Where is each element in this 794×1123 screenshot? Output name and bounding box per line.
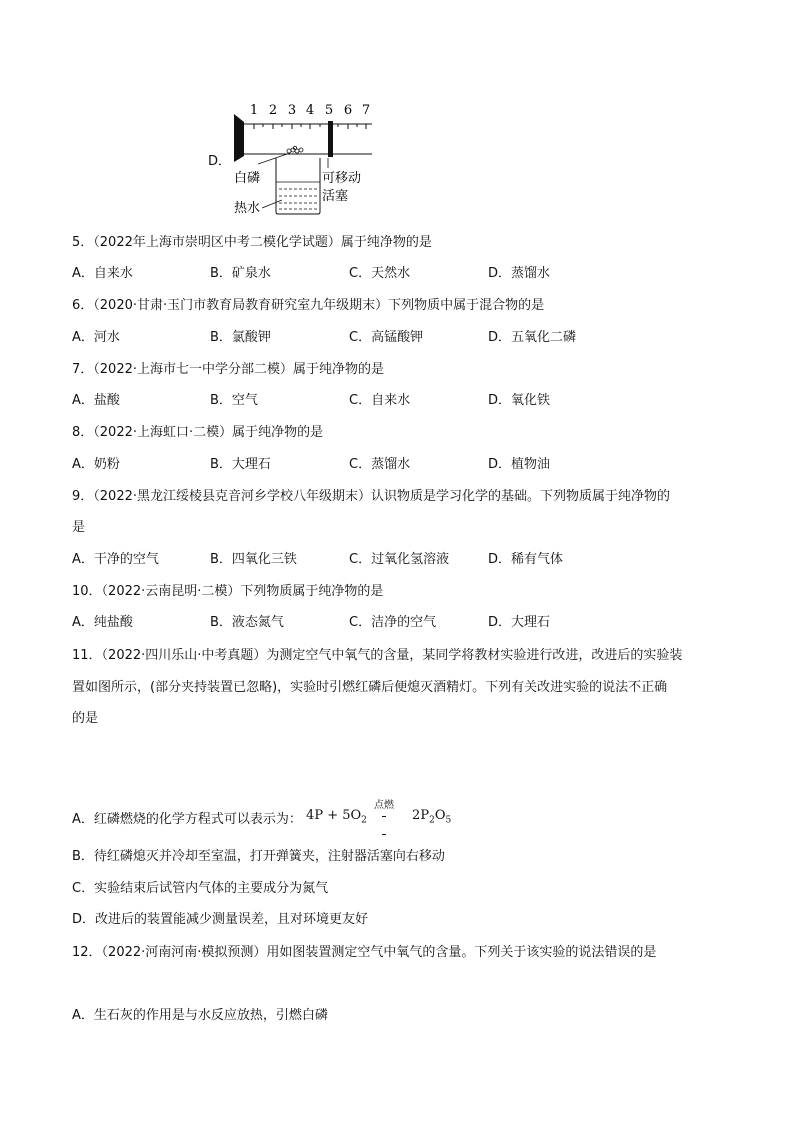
ruler-mark: 5 bbox=[324, 103, 334, 118]
option-b[interactable]: B．液态氮气 bbox=[210, 615, 284, 630]
chemical-equation bbox=[306, 800, 476, 828]
question-9-options bbox=[72, 548, 732, 568]
eq-sub: 5 bbox=[445, 815, 452, 826]
question-7-options bbox=[72, 389, 732, 409]
question-9-stem-cont: 是 bbox=[72, 520, 86, 535]
question-11-option-d[interactable]: D．改进后的装置能减少测量误差，且对环境更友好 bbox=[72, 912, 369, 927]
question-7-stem: 7．（2022·上海市七一中学分部二模）属于纯净物的是 bbox=[72, 362, 384, 377]
label-movable-piston-1: 可移动 bbox=[322, 171, 362, 186]
question-12-option-a[interactable]: A．生石灰的作用是与水反应放热，引燃白磷 bbox=[72, 1008, 328, 1023]
label-white-phosphorus: 白磷 bbox=[234, 171, 261, 186]
option-d[interactable]: D．蒸馏水 bbox=[488, 266, 551, 281]
question-9-stem: 9．（2022·黑龙江绥棱县克音河乡学校八年级期末）认识物质是学习化学的基础。下列物质属于纯净物的 bbox=[72, 489, 670, 504]
question-11-stem: 11．（2022·四川乐山·中考真题）为测定空气中氧气的含量，某同学将教材实验进行改进，改进后的实验装 bbox=[72, 648, 683, 663]
option-b[interactable]: B．四氧化三铁 bbox=[210, 552, 297, 567]
label-movable-piston-2: 活塞 bbox=[322, 189, 349, 204]
option-a-text: A．红磷燃烧的化学方程式可以表示为： bbox=[72, 812, 302, 827]
option-a[interactable]: A．自来水 bbox=[72, 266, 133, 281]
option-c[interactable]: C．自来水 bbox=[349, 393, 411, 408]
ruler-mark: 3 bbox=[287, 103, 297, 118]
eq-product-o: O bbox=[434, 808, 446, 823]
ruler-mark: 4 bbox=[305, 103, 315, 118]
option-b[interactable]: B．大理石 bbox=[210, 457, 271, 472]
option-a[interactable]: A．盐酸 bbox=[72, 393, 120, 408]
question-6-stem: 6．（2020·甘肃·玉门市教育局教育研究室九年级期末）下列物质中属于混合物的是 bbox=[72, 298, 545, 313]
question-11-stem-cont: 置如图所示，(部分夹持装置已忽略)，实验时引燃红磷后便熄灭酒精灯。下列有关改进实验的说法不正确 bbox=[72, 680, 668, 695]
question-10-stem: 10．（2022·云南昆明·二模）下列物质属于纯净物的是 bbox=[72, 584, 384, 599]
option-b[interactable]: B．矿泉水 bbox=[210, 266, 271, 281]
option-a[interactable]: A．干净的空气 bbox=[72, 552, 159, 567]
question-11-option-a[interactable] bbox=[72, 800, 476, 844]
option-c[interactable]: C．天然水 bbox=[349, 266, 411, 281]
ruler-mark: 6 bbox=[343, 103, 353, 118]
option-a[interactable]: A．河水 bbox=[72, 330, 120, 345]
question-11-option-b[interactable]: B．待红磷熄灭并冷却至室温，打开弹簧夹，注射器活塞向右移动 bbox=[72, 849, 445, 864]
eq-product: 2P bbox=[412, 808, 430, 823]
question-6-options bbox=[72, 326, 732, 346]
option-d[interactable]: D．氧化铁 bbox=[488, 393, 551, 408]
question-8-options bbox=[72, 453, 732, 473]
option-a[interactable]: A．纯盐酸 bbox=[72, 615, 133, 630]
figure-d bbox=[206, 96, 386, 222]
option-a[interactable]: A．奶粉 bbox=[72, 457, 120, 472]
question-11-stem-end: 的是 bbox=[72, 711, 99, 726]
eq-condition: 点燃 bbox=[374, 800, 395, 811]
option-d[interactable]: D．大理石 bbox=[488, 615, 551, 630]
option-d-label: D． bbox=[208, 154, 232, 169]
option-d[interactable]: D．稀有气体 bbox=[488, 552, 564, 567]
question-10-options bbox=[72, 611, 732, 631]
ruler-mark: 7 bbox=[361, 103, 371, 118]
option-b[interactable]: B．空气 bbox=[210, 393, 258, 408]
ruler-mark: 1 bbox=[249, 103, 259, 118]
eq-sub: 2 bbox=[429, 815, 435, 826]
label-hot-water: 热水 bbox=[234, 201, 261, 216]
option-c[interactable]: C．高锰酸钾 bbox=[349, 330, 424, 345]
option-d[interactable]: D．五氧化二磷 bbox=[488, 330, 577, 345]
question-11-option-c[interactable]: C．实验结束后试管内气体的主要成分为氮气 bbox=[72, 881, 329, 896]
question-8-stem: 8．（2022·上海虹口·二模）属于纯净物的是 bbox=[72, 425, 324, 440]
option-c[interactable]: C．蒸馏水 bbox=[349, 457, 411, 472]
eq-reactants: 4P + 5O bbox=[306, 808, 362, 823]
option-d[interactable]: D．植物油 bbox=[488, 457, 551, 472]
option-c[interactable]: C．洁净的空气 bbox=[349, 615, 437, 630]
question-5-options bbox=[72, 262, 732, 282]
ruler-mark: 2 bbox=[268, 103, 278, 118]
eq-sub: 2 bbox=[361, 815, 367, 826]
question-5-stem: 5．（2022年上海市崇明区中考二模化学试题）属于纯净物的是 bbox=[72, 235, 432, 250]
option-b[interactable]: B．氯酸钾 bbox=[210, 330, 271, 345]
option-c[interactable]: C．过氧化氢溶液 bbox=[349, 552, 450, 567]
question-12-stem: 12．（2022·河南河南·模拟预测）用如图装置测定空气中氧气的含量。下列关于该实验的说法错误的是 bbox=[72, 945, 657, 960]
apparatus-diagram bbox=[206, 96, 386, 222]
